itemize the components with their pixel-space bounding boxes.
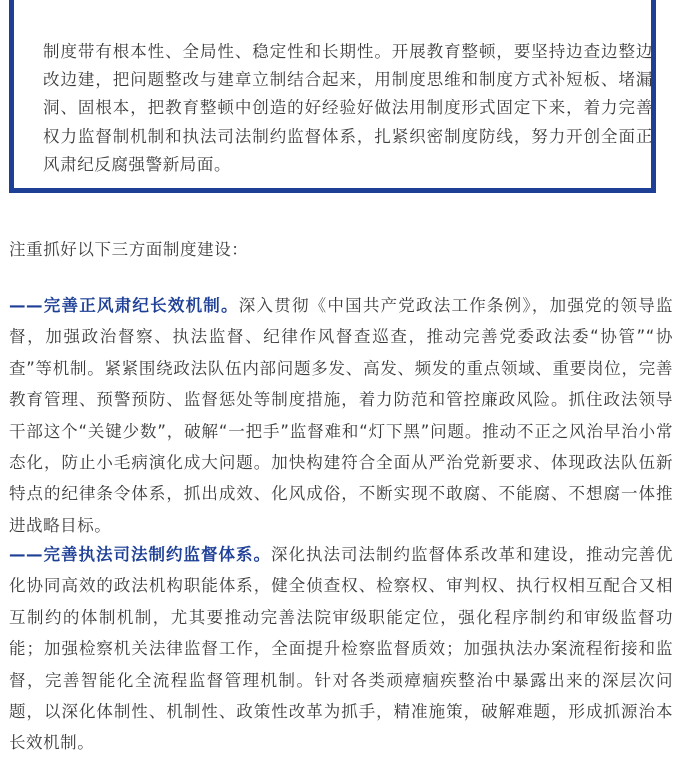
quote-text: 制度带有根本性、全局性、稳定性和长期性。开展教育整顿，要坚持边查边整边改边建，把问题整改与建章立制结合起来，用制度思维和制度方式补短板、堵漏洞、固根本，把教育整顿中创造的好经验好做法用制度形式固定下来，着力完善权力监督制机制和执法司法制约监督体系，扎紧织密制度防线，努力开创全面正风肃纪反腐强警新局面。	[43, 42, 653, 174]
section-body-1: 深入贯彻《中国共产党政法工作条例》，加强党的领导监督，加强政治督察、执法监督、纪律作风督查巡查，推动完善党委政法委“协管”“协查”等机制。紧紧围绕政法队伍内部问题多发、高发、频发的重点领域、重要岗位，完善教育管理、预警预防、监督惩处等制度措施，着力防范和管控廉政风险。抓住政法领导干部这个“关键少数”，破解“一把手”监督难和“灯下黑”问题。推动不正之风治早治小常态化，防止小毛病演化成大问题。加快构建符合全面从严治党新要求、体现政法队伍新特点的纪律条令体系，抓出成效、化风成俗，不断实现不敢腐、不能腐、不想腐一体推进战略目标。	[9, 296, 673, 535]
quote-box	[9, 0, 656, 193]
section-heading-1: ——完善正风肃纪长效机制。	[9, 296, 239, 315]
section-heading-2: ——完善执法司法制约监督体系。	[9, 545, 272, 564]
intro-text: 注重抓好以下三方面制度建设：	[9, 240, 249, 259]
section-paragraph-2	[9, 539, 673, 759]
section-paragraph-1	[9, 290, 673, 541]
section-body-2: 深化执法司法制约监督体系改革和建设，推动完善优化协同高效的政法机构职能体系，健全侦查权、检察权、审判权、执行权相互配合又相互制约的体制机制，尤其要推动完善法院审级职能定位，强化程序制约和审级监督功能；加强检察机关法律监督工作，全面提升检察监督质效；加强执法办案流程衔接和监督，完善智能化全流程监督管理机制。针对各类顽瘴痼疾整治中暴露出来的深层次问题，以深化体制性、机制性、政策性改革为抓手，精准施策，破解难题，形成抓源治本长效机制。	[9, 545, 674, 753]
